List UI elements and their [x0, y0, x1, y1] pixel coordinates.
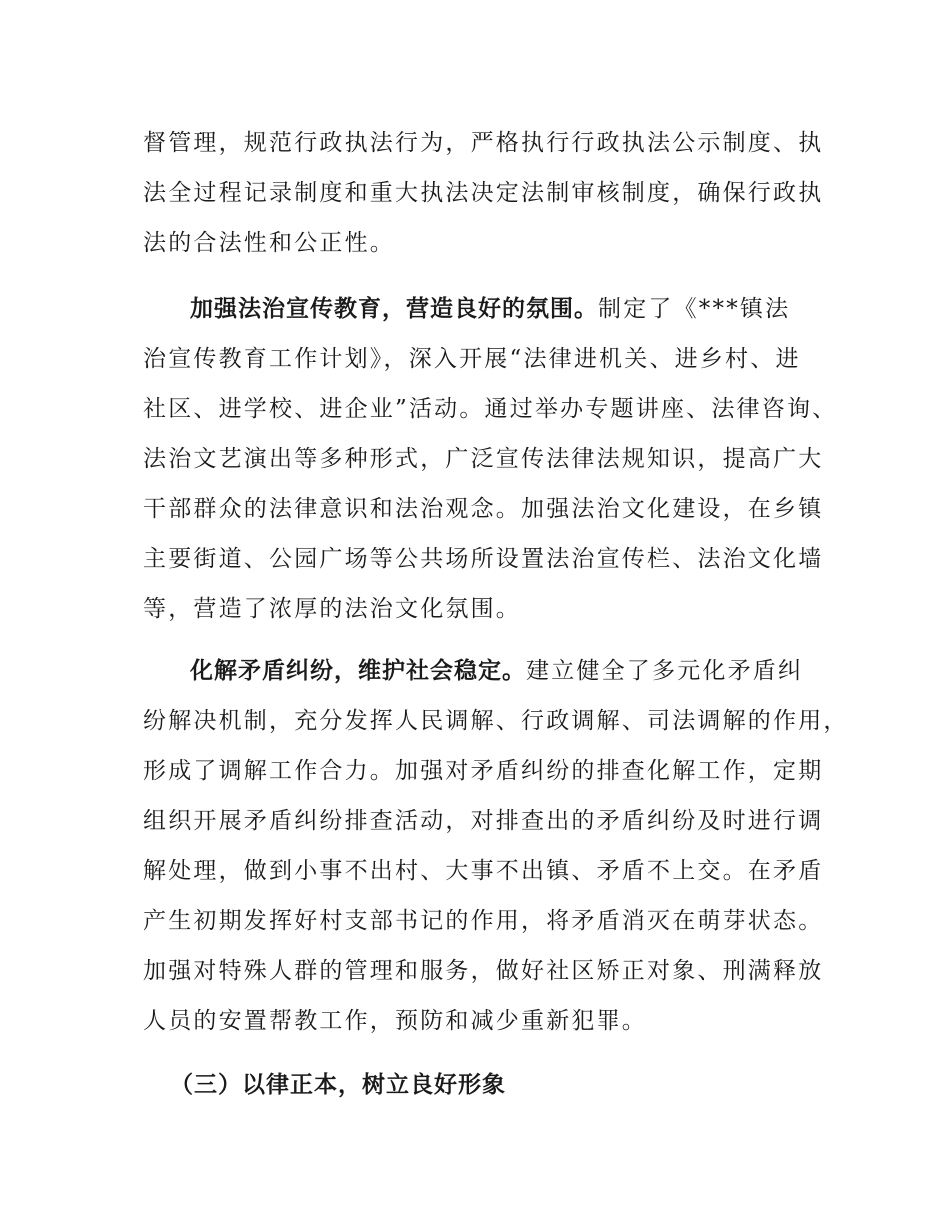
paragraph-line: 解处理，做到小事不出村、大事不出镇、矛盾不上交。在矛盾 — [143, 858, 824, 884]
paragraph-first-line-text: 建立健全了多元化矛盾纠 — [526, 658, 804, 684]
paragraph-line: 组织开展矛盾纠纷排查活动，对排查出的矛盾纠纷及时进行调 — [143, 808, 824, 834]
paragraph-line: 督管理，规范行政执法行为，严格执行行政执法公示制度、执 — [143, 130, 824, 156]
paragraph-first-line — [143, 284, 823, 334]
paragraph-line: 人员的安置帮教工作，预防和减少重新犯罪。 — [143, 1008, 647, 1034]
paragraph-dispute-resolution — [143, 646, 849, 1046]
paragraph-line: 法的合法性和公正性。 — [143, 230, 395, 256]
paragraph-line: 产生初期发挥好村支部书记的作用，将矛盾消灭在萌芽状态。 — [143, 908, 824, 934]
paragraph-line: 纷解决机制，充分发挥人民调解、行政调解、司法调解的作用， — [143, 708, 849, 734]
paragraph-line: 法治文艺演出等多种形式，广泛宣传法律法规知识，提高广大 — [143, 446, 824, 472]
paragraph-line: 主要街道、公园广场等公共场所设置法治宣传栏、法治文化墙 — [143, 546, 824, 572]
paragraph-lead: 加强法治宣传教育，营造良好的氛围。 — [190, 296, 598, 322]
paragraph-line: 等，营造了浓厚的法治文化氛围。 — [143, 596, 521, 622]
paragraph-line: 加强对特殊人群的管理和服务，做好社区矫正对象、刑满释放 — [143, 958, 824, 984]
paragraph-line: 法全过程记录制度和重大执法决定法制审核制度，确保行政执 — [143, 180, 824, 206]
paragraph-line: 社区、进学校、进企业”活动。通过举办专题讲座、法律咨询、 — [143, 396, 838, 422]
paragraph-first-line-text: 制定了《***镇法 — [598, 296, 791, 322]
paragraph-line: 治宣传教育工作计划》，深入开展“法律进机关、进乡村、进 — [143, 346, 801, 372]
paragraph-enforcement-continuation — [143, 118, 823, 268]
paragraph-legal-publicity — [143, 284, 838, 634]
paragraph-line: 干部群众的法律意识和法治观念。加强法治文化建设，在乡镇 — [143, 496, 824, 522]
paragraph-lead: 化解矛盾纠纷，维护社会稳定。 — [190, 658, 526, 684]
paragraph-line: 形成了调解工作合力。加强对矛盾纠纷的排查化解工作，定期 — [143, 758, 824, 784]
section-heading: （三）以律正本，树立良好形象 — [170, 1072, 506, 1098]
paragraph-first-line — [143, 646, 823, 696]
